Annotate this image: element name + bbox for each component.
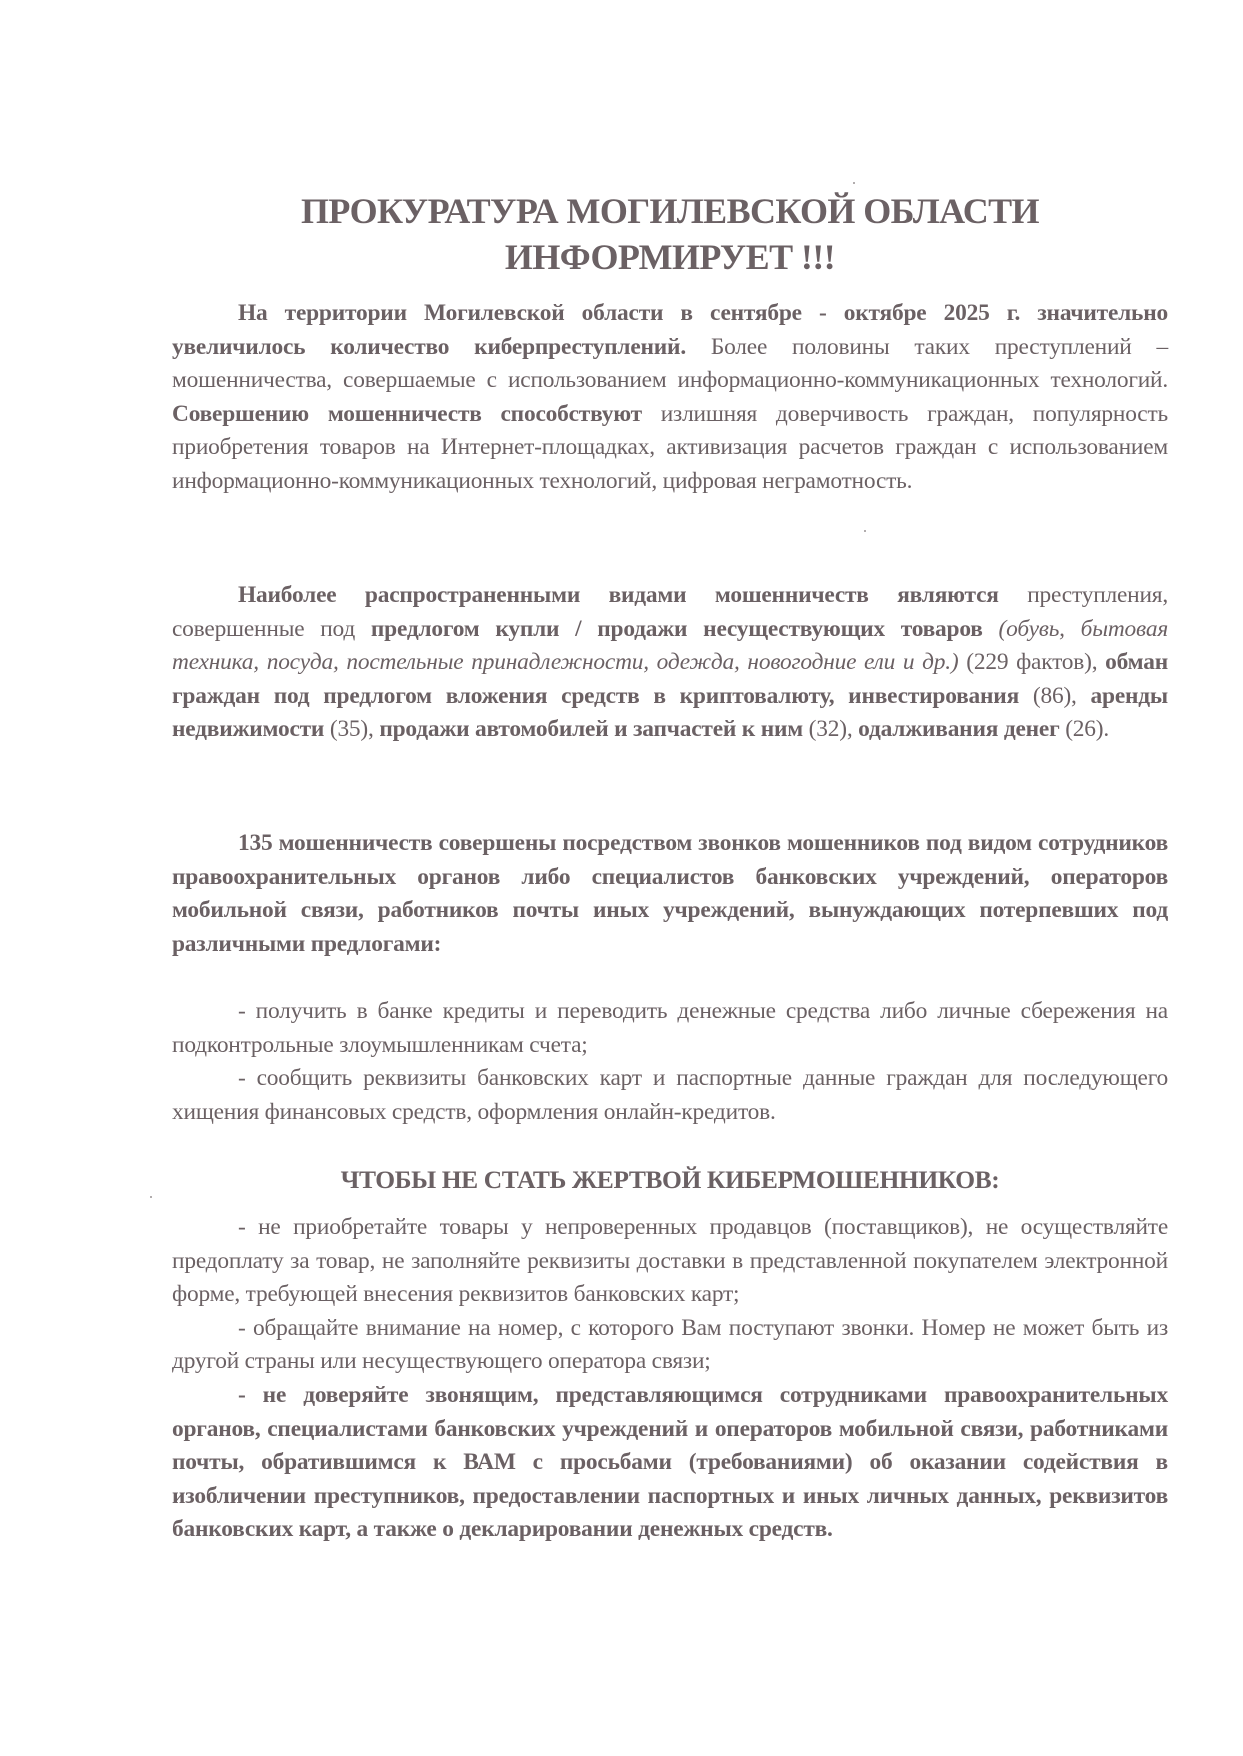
tip-item: - не приобретайте товары у непроверенных продавцов (поставщиков), не осуществляйте предоплату за товар, не заполняйте реквизиты доставки в представленной покупателем электронной форме, требующей внесения реквизитов банковских карт; <box>172 1214 1168 1308</box>
title-line-2: ИНФОРМИРУЕТ !!! <box>504 237 836 277</box>
fraud-types-bold-f: продажи автомобилей и запчастей к ним <box>379 716 804 743</box>
phone-fraud-item: - получить в банке кредиты и переводить денежные средства либо личные сбережения на подконтрольные злоумышленникам счета; <box>172 998 1168 1058</box>
fraud-types-text-a: преступления, совершенные под <box>172 582 1169 642</box>
fraud-types-text-d: (86), <box>1019 682 1091 709</box>
paragraph-phone-fraud <box>172 827 1168 961</box>
fraud-types-bold-g: одалживания денег <box>858 716 1060 743</box>
title-line-1: ПРОКУРАТУРА МОГИЛЕВСКОЙ ОБЛАСТИ <box>301 191 1039 231</box>
scan-speck <box>864 530 866 532</box>
fraud-types-italic-c: (обувь, бытовая техника, посуда, постельные принадлежности, одежда, новогодние ели и др.) <box>172 615 1168 676</box>
phone-fraud-item: - сообщить реквизиты банковских карт и паспортные данные граждан для последующего хищения финансовых средств, оформления онлайн-кредитов. <box>172 1065 1168 1125</box>
fraud-types-text-e: (35), <box>324 716 380 743</box>
document-title <box>172 188 1168 280</box>
intro-bold-text-2: Совершению мошенничеств способствуют <box>172 400 642 427</box>
intro-text-2: излишняя доверчивость граждан, популярность приобретения товаров на Интернет-площадках, активизация расчетов граждан с использованием информационно-коммуникационных технологий, цифровая неграмотность. <box>172 400 1168 494</box>
scan-speck <box>853 182 855 184</box>
paragraph-intro <box>172 297 1168 499</box>
fraud-types-text-g: (26). <box>1059 716 1110 743</box>
tip-item: - не доверяйте звонящим, представляющимся сотрудниками правоохранительных органов, специалистами банковских учреждений и операторов мобильной связи, работниками почты, обратившимся к ВАМ с просьбами (требованиями) об оказании содействия в изобличении преступников, предоставлении паспортных и иных личных данных, реквизитов банковских карт, а также о декларировании денежных средств. <box>172 1381 1168 1543</box>
tip-item: - обращайте внимание на номер, с которого Вам поступают звонки. Номер не может быть из другой страны или несуществующего оператора связи; <box>172 1314 1168 1375</box>
fraud-types-text-c: (229 фактов), <box>958 649 1106 676</box>
fraud-types-bold-e: аренды недвижимости <box>172 682 1168 743</box>
section-heading: ЧТОБЫ НЕ СТАТЬ ЖЕРТВОЙ КИБЕРМОШЕННИКОВ: <box>340 1165 1000 1194</box>
fraud-types-text-b: товаров <box>884 615 999 642</box>
phone-fraud-text: 135 мошенничеств совершены посредством звонков мошенников под видом сотрудников правоохранительных органов либо специалистов банковских учреждений, операторов мобильной связи, работников почты иных учреждений, вынуждающих потерпевших под различными предлогами: <box>172 830 1168 957</box>
tips-list <box>172 1211 1168 1547</box>
scan-speck <box>150 1196 152 1198</box>
fraud-types-bold-d: обман граждан под предлогом вложения средств в криптовалюту, инвестирования <box>172 649 1168 709</box>
phone-fraud-list <box>172 995 1168 1129</box>
intro-text: Более половины таких преступлений – мошенничества, совершаемые с использованием информационно-коммуникационных технологий. <box>172 333 1168 394</box>
fraud-types-bold-b: предлогом купли / продажи несуществующих <box>370 615 885 642</box>
paragraph-fraud-types <box>172 579 1168 747</box>
fraud-types-bold-a: Наиболее распространенными видами мошенничеств являются <box>238 582 999 608</box>
fraud-types-text-f: (32), <box>803 716 859 743</box>
intro-bold-text: На территории Могилевской области в сентябре - октябре 2025 г. значительно увеличилось количество киберпреступлений. <box>172 300 1168 360</box>
